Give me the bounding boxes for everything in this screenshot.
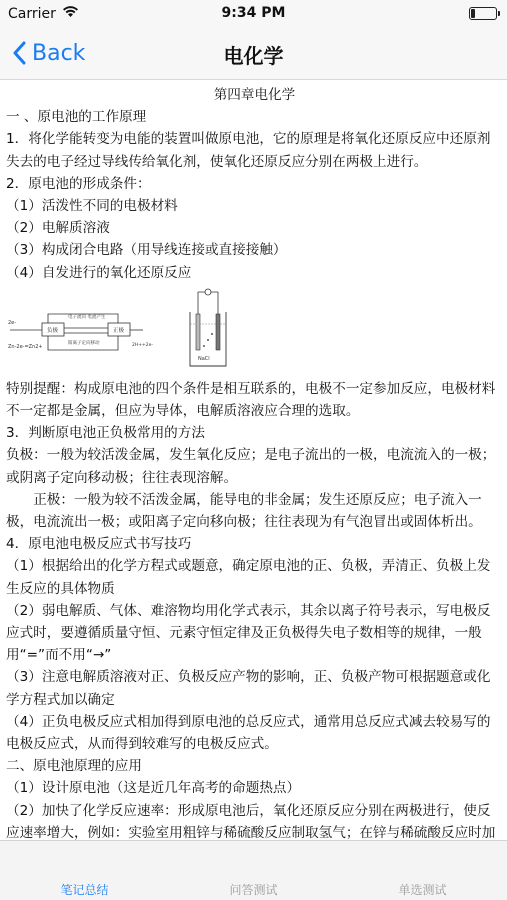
beaker-diagram — [184, 288, 234, 374]
status-time: 9:34 PM — [221, 5, 286, 21]
paragraph: 特别提醒：构成原电池的四个条件是相互联系的，电极不一定参加反应，电极材料不一定都是金属，但应为导体，电解质溶液应合理的选取。 — [6, 380, 496, 420]
paragraph: 2．原电池的形成条件： — [6, 175, 151, 192]
electron-flow-diagram — [8, 306, 158, 356]
diagram-label-mid: 阳离子定向移动 — [68, 340, 100, 346]
paragraph: 负极：一般为较活泼金属，发生氧化反应；是电子流出的一极，电流流入的一极；或阴离子定向移动极；往往表现溶解。 — [6, 447, 496, 486]
status-bar — [0, 0, 507, 26]
list-item: （4）自发进行的氧化还原反应 — [6, 264, 192, 281]
paragraph: （1）根据给出的化学方程式或题意，确定原电池的正、负极，弄清正、负极上发生反应的具体物质 — [6, 558, 491, 597]
carrier-label: Carrier — [8, 5, 56, 22]
diagram-label-top: 电子流向 电流产生 — [68, 314, 106, 320]
tab-choice-test[interactable]: 单选测试 — [398, 883, 447, 897]
tab-notes[interactable]: 笔记总结 — [60, 883, 109, 897]
paragraph: （2）弱电解质、气体、难溶物均用化学式表示，其余以离子符号表示，写电极反应式时，要遵循质量守恒、元素守恒定律及正负极得失电子数相等的规律，一般用“=”而不用“→” — [6, 602, 491, 664]
chapter-title: 第四章电化学 — [213, 87, 296, 103]
paragraph: 4．原电池电极反应式书写技巧 — [6, 536, 192, 553]
paragraph: 正极：一般为较不活泼金属，能导电的非金属；发生还原反应；电子流入一极，电流流出一极；或阳离子定向移向极；往往表现为有气泡冒出或固体析出。 — [6, 491, 482, 531]
section-heading: 一 、原电池的工作原理 — [6, 109, 147, 126]
navigation-bar — [0, 26, 507, 80]
back-label: Back — [32, 40, 86, 66]
section-heading: 二、原电池原理的应用 — [6, 758, 142, 775]
figure-row — [6, 288, 503, 374]
paragraph: （4）正负电极反应式相加得到原电池的总反应式，通常用总反应式减去较易写的电极反应式，从而得到较难写的电极反应式。 — [6, 713, 491, 753]
paragraph: （1）设计原电池（这是近几年高考的命题热点） — [6, 780, 301, 797]
diagram-box2-label: 正极 — [113, 327, 125, 334]
list-item: （3）构成闭合电路（用导线连接或直接接触） — [6, 242, 287, 259]
beaker-label: NaCl — [198, 355, 210, 362]
diagram-label-right: 2H++2e- — [132, 342, 154, 348]
page-title: 电化学 — [223, 44, 284, 68]
list-item: （2）电解质溶液 — [6, 220, 110, 237]
paragraph: 1．将化学能转变为电能的装置叫做原电池，它的原理是将氧化还原反应中还原剂失去的电子经过导线传给氧化剂，使氧化还原反应分别在两极上进行。 — [6, 131, 491, 170]
svg-text:Zn-2e-=Zn2+: Zn-2e-=Zn2+ — [8, 343, 43, 350]
diagram-box1-label: 负极 — [47, 327, 59, 334]
paragraph: 3．判断原电池正负极常用的方法 — [6, 425, 205, 442]
list-item: （1）活泼性不同的电极材料 — [6, 198, 178, 215]
paragraph — [6, 800, 503, 840]
tab-bar — [0, 840, 507, 900]
text-run: （2）加快了化学反应速率：形成原电池后，氧化还原反应分别在两极进行，使反应速率增大，例如：实验室用粗锌与稀硫酸反应制取氢气；在锌与稀硫酸反应时加 — [6, 802, 496, 840]
diagram-label-left: 2e- — [8, 319, 17, 326]
paragraph: （3）注意电解质溶液对正、负极反应产物的影响，正、负极产物可根据题意或化学方程式加以确定 — [6, 669, 491, 708]
note-content[interactable] — [0, 80, 507, 840]
battery-icon — [469, 7, 497, 20]
tab-qa-test[interactable]: 问答测试 — [229, 883, 278, 897]
